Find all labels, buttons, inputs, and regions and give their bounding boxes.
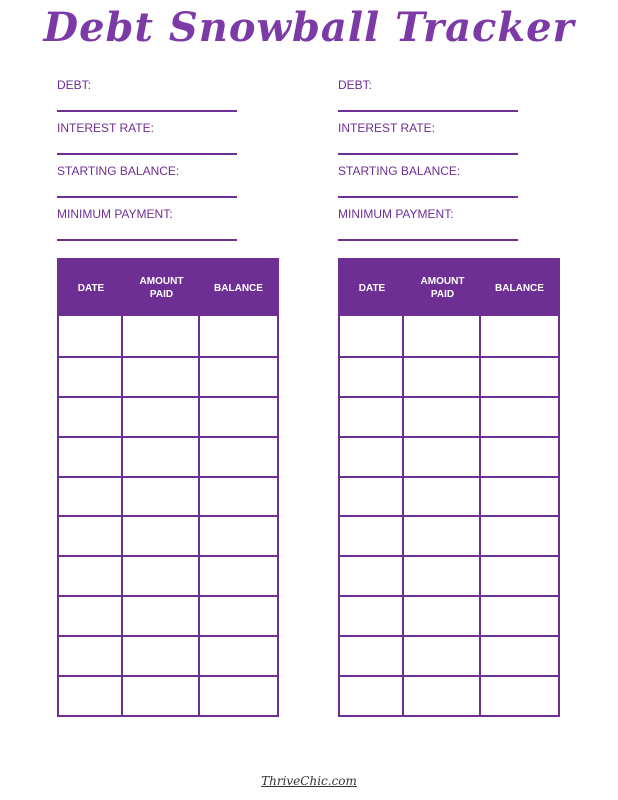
amount-paid-cell[interactable] [123,358,200,396]
date-header: DATE [358,282,386,294]
date-cell[interactable] [59,517,123,555]
balance-cell[interactable] [481,597,558,635]
balance-cell[interactable] [481,316,558,356]
debt-field[interactable] [57,70,239,113]
amount-paid-cell[interactable] [404,398,481,436]
amount-paid-cell[interactable] [123,478,200,516]
starting-balance-line [338,196,518,198]
balance-cell[interactable] [481,398,558,436]
footer-link[interactable]: ThriveChic.com [261,774,357,788]
balance-cell[interactable] [481,478,558,516]
date-cell[interactable] [340,316,404,356]
balance-cell[interactable] [481,438,558,476]
table-row [340,356,558,396]
balance-header: BALANCE [495,282,544,294]
starting-balance-field[interactable] [338,156,520,199]
balance-cell[interactable] [481,557,558,595]
table-header [59,260,277,316]
amount-paid-cell[interactable] [123,637,200,675]
amount-paid-cell[interactable] [123,398,200,436]
interest-rate-label: INTEREST RATE: [338,121,435,135]
balance-cell[interactable] [200,597,277,635]
date-cell[interactable] [340,677,404,715]
debt-info-left [57,70,239,242]
table-row [59,436,277,476]
table-body [340,316,558,715]
debt-label: DEBT: [57,78,92,92]
balance-header: BALANCE [214,282,263,294]
debt-line [57,110,237,112]
table-row [340,675,558,715]
payment-table-left [57,258,279,717]
date-cell[interactable] [340,597,404,635]
date-cell[interactable] [59,677,123,715]
starting-balance-field[interactable] [57,156,239,199]
balance-cell[interactable] [200,438,277,476]
balance-cell[interactable] [200,637,277,675]
balance-cell[interactable] [200,398,277,436]
minimum-payment-line [338,239,518,241]
minimum-payment-field[interactable] [338,199,520,242]
interest-rate-line [338,153,518,155]
table-row [59,675,277,715]
date-cell[interactable] [59,316,123,356]
interest-rate-field[interactable] [57,113,239,156]
amount-paid-cell[interactable] [404,478,481,516]
table-header [340,260,558,316]
date-cell[interactable] [340,637,404,675]
table-row [340,595,558,635]
balance-cell[interactable] [481,677,558,715]
debt-field[interactable] [338,70,520,113]
table-row [340,316,558,356]
table-row [340,396,558,436]
amount-paid-cell[interactable] [123,316,200,356]
balance-cell[interactable] [200,358,277,396]
balance-cell[interactable] [200,316,277,356]
amount-paid-cell[interactable] [404,557,481,595]
interest-rate-label: INTEREST RATE: [57,121,154,135]
balance-cell[interactable] [200,478,277,516]
table-row [59,396,277,436]
amount-paid-cell[interactable] [404,517,481,555]
date-cell[interactable] [59,398,123,436]
amount-paid-cell[interactable] [404,677,481,715]
minimum-payment-field[interactable] [57,199,239,242]
table-row [59,515,277,555]
date-cell[interactable] [340,557,404,595]
minimum-payment-label: MINIMUM PAYMENT: [57,207,173,221]
interest-rate-line [57,153,237,155]
date-cell[interactable] [59,438,123,476]
amount-paid-cell[interactable] [123,677,200,715]
starting-balance-label: STARTING BALANCE: [338,164,461,178]
minimum-payment-label: MINIMUM PAYMENT: [338,207,454,221]
table-row [340,476,558,516]
balance-cell[interactable] [200,677,277,715]
amount-paid-cell[interactable] [123,517,200,555]
date-cell[interactable] [340,517,404,555]
payment-table-right [338,258,560,717]
balance-cell[interactable] [200,557,277,595]
date-header: DATE [77,282,105,294]
minimum-payment-line [57,239,237,241]
table-row [59,316,277,356]
table-row [59,555,277,595]
table-row [340,436,558,476]
starting-balance-label: STARTING BALANCE: [57,164,180,178]
amount-paid-cell[interactable] [404,358,481,396]
date-cell[interactable] [59,478,123,516]
balance-cell[interactable] [481,358,558,396]
table-row [340,515,558,555]
balance-cell[interactable] [481,637,558,675]
balance-cell[interactable] [481,517,558,555]
date-cell[interactable] [59,358,123,396]
amount-paid-cell[interactable] [123,597,200,635]
table-row [340,635,558,675]
amount-paid-cell[interactable] [404,597,481,635]
amount-paid-cell[interactable] [123,438,200,476]
debt-line [338,110,518,112]
starting-balance-line [57,196,237,198]
amount-paid-cell[interactable] [123,557,200,595]
amount-paid-cell[interactable] [404,438,481,476]
interest-rate-field[interactable] [338,113,520,156]
balance-cell[interactable] [200,517,277,555]
date-cell[interactable] [340,438,404,476]
date-cell[interactable] [340,478,404,516]
amount-paid-cell[interactable] [404,316,481,356]
table-row [59,476,277,516]
page-title: Debt Snowball Tracker [43,4,575,51]
amount-paid-cell[interactable] [404,637,481,675]
amount-paid-header: AMOUNT PAID [139,276,184,300]
date-cell[interactable] [59,557,123,595]
table-row [59,356,277,396]
table-row [59,635,277,675]
date-cell[interactable] [59,597,123,635]
table-body [59,316,277,715]
date-cell[interactable] [340,398,404,436]
date-cell[interactable] [59,637,123,675]
date-cell[interactable] [340,358,404,396]
amount-paid-header: AMOUNT PAID [420,276,465,300]
table-row [59,595,277,635]
table-row [340,555,558,595]
debt-label: DEBT: [338,78,373,92]
debt-info-right [338,70,520,242]
